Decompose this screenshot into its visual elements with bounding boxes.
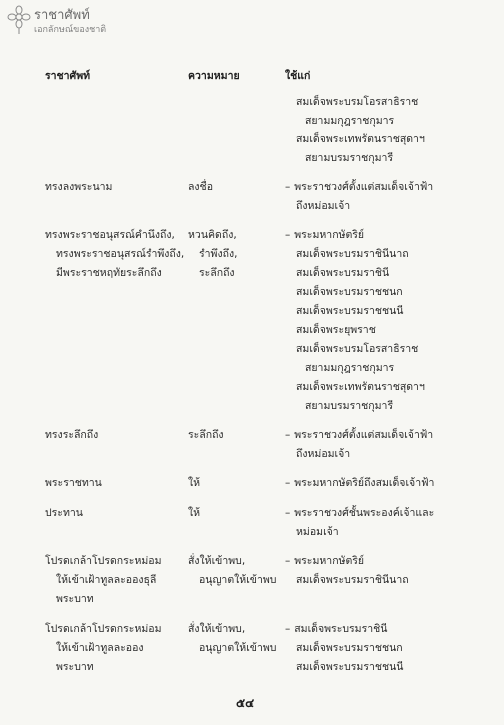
- column-header-term: ราชาศัพท์: [45, 70, 91, 82]
- usage-line: สยามบรมราชกุมารี: [305, 152, 394, 164]
- term-line: พระราชทาน: [45, 477, 102, 489]
- term-line: ทรงระลึกถึง: [45, 429, 99, 441]
- usage-line: – พระมหากษัตริย์: [285, 229, 365, 241]
- meaning-line: สั่งให้เข้าพบ,: [188, 623, 246, 635]
- meaning-line: รำพึงถึง,: [199, 248, 238, 260]
- meaning-line: หวนคิดถึง,: [188, 229, 237, 241]
- column-header-usage: ใช้แก่: [285, 70, 311, 82]
- usage-line: สมเด็จพระยุพราช: [296, 324, 376, 336]
- usage-line: – พระราชวงศ์ตั้งแต่สมเด็จเจ้าฟ้า: [285, 181, 434, 193]
- meaning-line: ลงชื่อ: [188, 181, 213, 193]
- flower-logo-icon: [6, 5, 32, 35]
- usage-line: – พระราชวงศ์ชั้นพระองค์เจ้าและ: [285, 507, 435, 519]
- usage-line: สมเด็จพระบรมโอรสาธิราช: [296, 343, 419, 355]
- term-line: ทรงพระราชอนุสรณ์รำพึงถึง,: [56, 248, 185, 260]
- meaning-line: ระลึกถึง: [199, 267, 235, 279]
- column-header-meaning: ความหมาย: [188, 70, 240, 82]
- usage-line: – พระมหากษัตริย์: [285, 555, 365, 567]
- usage-line: สมเด็จพระบรมราชินีนาถ: [296, 574, 409, 586]
- meaning-line: ระลึกถึง: [188, 429, 224, 441]
- header-subtitle: เอกลักษณ์ของชาติ: [34, 25, 107, 35]
- meaning-line: อนุญาตให้เข้าพบ: [199, 574, 277, 586]
- term-line: ให้เข้าเฝ้าทูลละออง: [56, 642, 144, 654]
- usage-line: สมเด็จพระบรมราชินี: [296, 267, 390, 279]
- usage-line: สยามมกุฎราชกุมาร: [305, 115, 395, 127]
- term-line: ทรงพระราชอนุสรณ์คำนึงถึง,: [45, 229, 175, 241]
- term-line: มีพระราชหฤทัยระลึกถึง: [56, 267, 162, 279]
- meaning-line: สั่งให้เข้าพบ,: [188, 555, 246, 567]
- usage-line: สมเด็จพระบรมโอรสาธิราช: [296, 96, 419, 108]
- usage-line: สมเด็จพระเทพรัตนราชสุดาฯ: [296, 381, 425, 393]
- usage-line: ถึงหม่อมเจ้า: [296, 200, 351, 212]
- term-line: ทรงลงพระนาม: [45, 181, 113, 193]
- term-line: พระบาท: [56, 661, 94, 673]
- meaning-line: ให้: [188, 507, 201, 519]
- usage-line: สมเด็จพระบรมราชชนนี: [296, 305, 404, 317]
- usage-line: หม่อมเจ้า: [296, 526, 339, 538]
- usage-line: สมเด็จพระบรมราชชนก: [296, 286, 403, 298]
- term-line: ประทาน: [45, 507, 83, 519]
- usage-line: – พระราชวงศ์ตั้งแต่สมเด็จเจ้าฟ้า: [285, 429, 434, 441]
- usage-line: สมเด็จพระเทพรัตนราชสุดาฯ: [296, 133, 425, 145]
- term-line: โปรดเกล้าโปรดกระหม่อม: [45, 623, 162, 635]
- page-number: ๕๔: [236, 696, 255, 710]
- meaning-line: ให้: [188, 477, 201, 489]
- usage-line: สยามมกุฎราชกุมาร: [305, 362, 395, 374]
- term-line: โปรดเกล้าโปรดกระหม่อม: [45, 555, 162, 567]
- usage-line: – สมเด็จพระบรมราชินี: [285, 623, 388, 635]
- term-line: พระบาท: [56, 593, 94, 605]
- header-title: ราชาศัพท์: [34, 8, 90, 23]
- usage-line: – พระมหากษัตริย์ถึงสมเด็จเจ้าฟ้า: [285, 477, 435, 489]
- usage-line: ถึงหม่อมเจ้า: [296, 448, 351, 460]
- usage-line: สมเด็จพระบรมราชินีนาถ: [296, 248, 409, 260]
- term-line: ให้เข้าเฝ้าทูลละอองธุลี: [56, 574, 157, 586]
- usage-line: สมเด็จพระบรมราชชนก: [296, 642, 403, 654]
- usage-line: สมเด็จพระบรมราชชนนี: [296, 661, 404, 673]
- meaning-line: อนุญาตให้เข้าพบ: [199, 642, 277, 654]
- usage-line: สยามบรมราชกุมารี: [305, 400, 394, 412]
